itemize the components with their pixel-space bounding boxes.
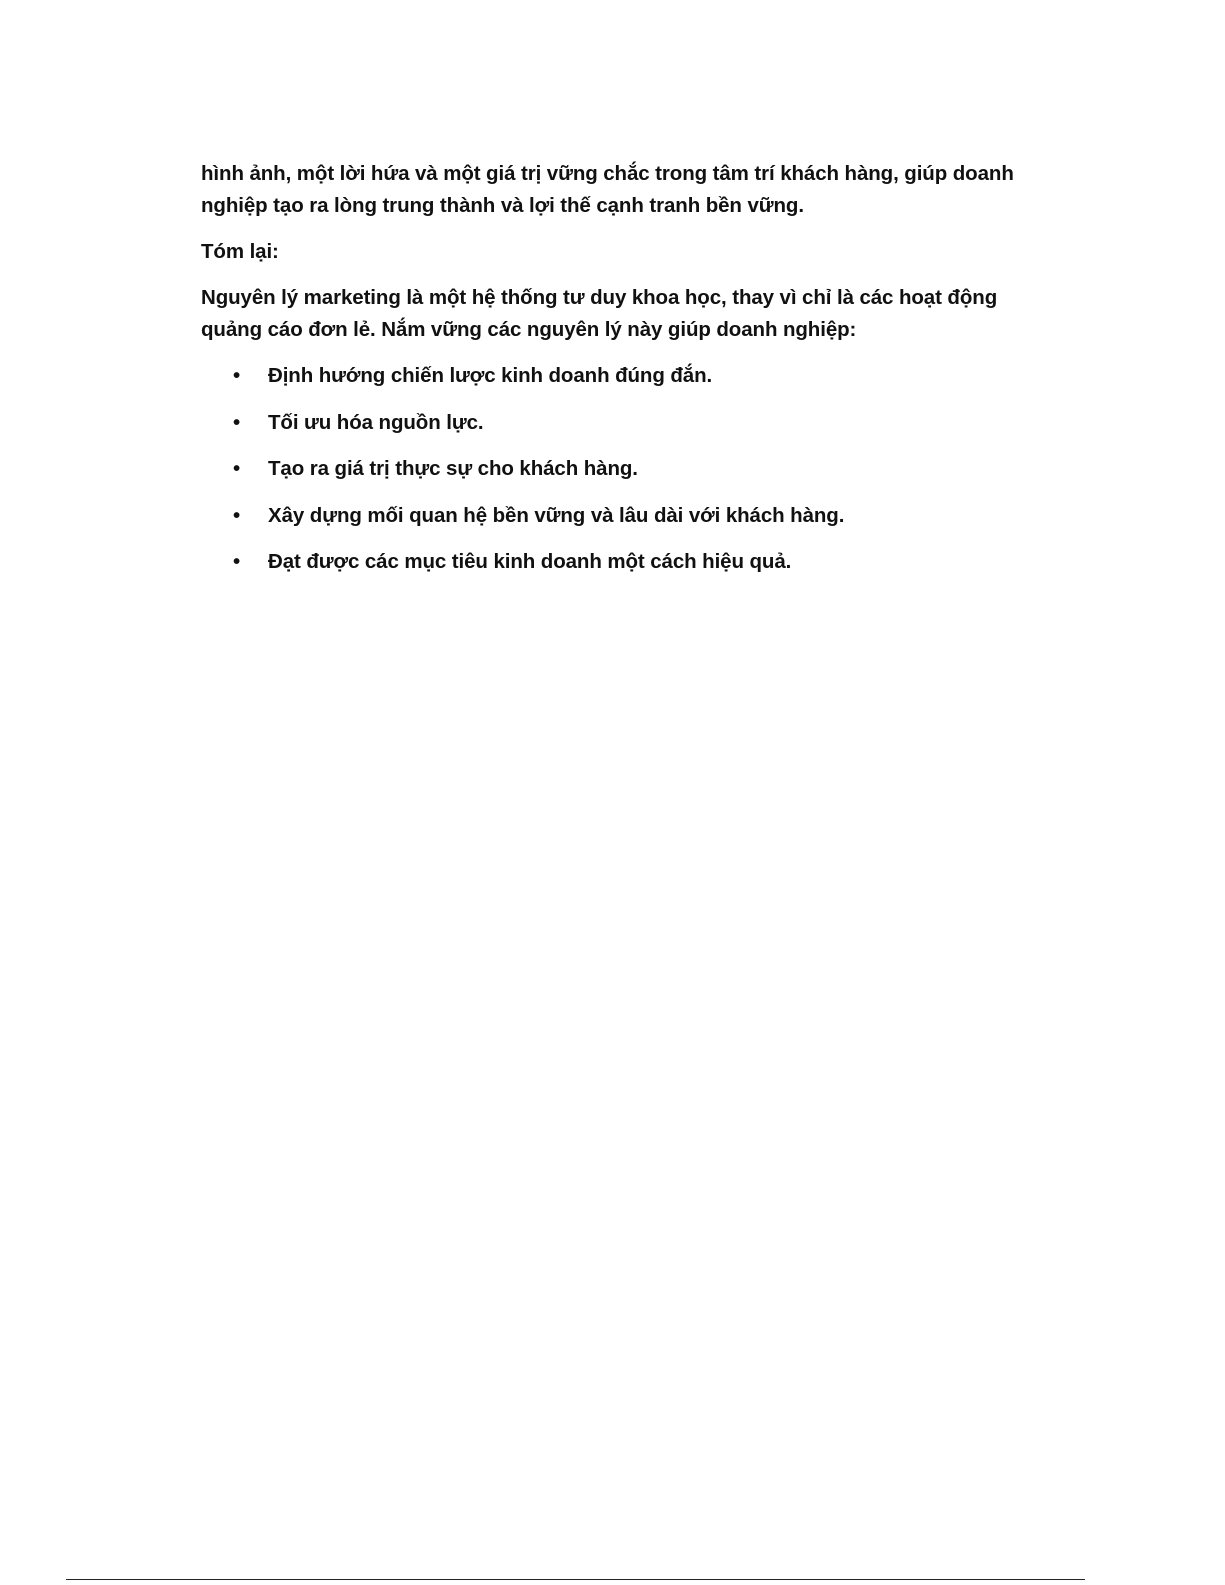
- bullet-icon: •: [233, 410, 241, 434]
- document-page-content: [201, 158, 1061, 593]
- list-item-text: Đạt được các mục tiêu kinh doanh một cách hiệu quả.: [268, 550, 792, 573]
- list-item-text: Định hướng chiến lược kinh doanh đúng đắn.: [268, 364, 713, 387]
- list-item: [201, 500, 1061, 532]
- intro-paragraph: hình ảnh, một lời hứa và một giá trị vững chắc trong tâm trí khách hàng, giúp doanh nghiệp tạo ra lòng trung thành và lợi thế cạnh tranh bền vững.: [201, 162, 1014, 217]
- list-item-text: Xây dựng mối quan hệ bền vững và lâu dài với khách hàng.: [268, 503, 845, 527]
- bullet-icon: •: [233, 503, 241, 527]
- list-item: [201, 407, 1061, 439]
- list-item: [201, 546, 1061, 578]
- summary-paragraph: Nguyên lý marketing là một hệ thống tư duy khoa học, thay vì chỉ là các hoạt động quảng cáo đơn lẻ. Nắm vững các nguyên lý này giúp doanh nghiệp:: [201, 286, 998, 341]
- summary-heading: Tóm lại:: [201, 240, 279, 263]
- bullet-icon: •: [233, 364, 241, 387]
- bullet-icon: •: [233, 457, 241, 480]
- page-bottom-divider: [66, 1579, 1085, 1580]
- list-item: [201, 453, 1061, 485]
- list-item: [201, 360, 1061, 392]
- list-item-text: Tạo ra giá trị thực sự cho khách hàng.: [268, 457, 638, 480]
- bullet-icon: •: [233, 550, 241, 573]
- benefits-list: [201, 360, 1061, 578]
- list-item-text: Tối ưu hóa nguồn lực.: [268, 410, 484, 434]
